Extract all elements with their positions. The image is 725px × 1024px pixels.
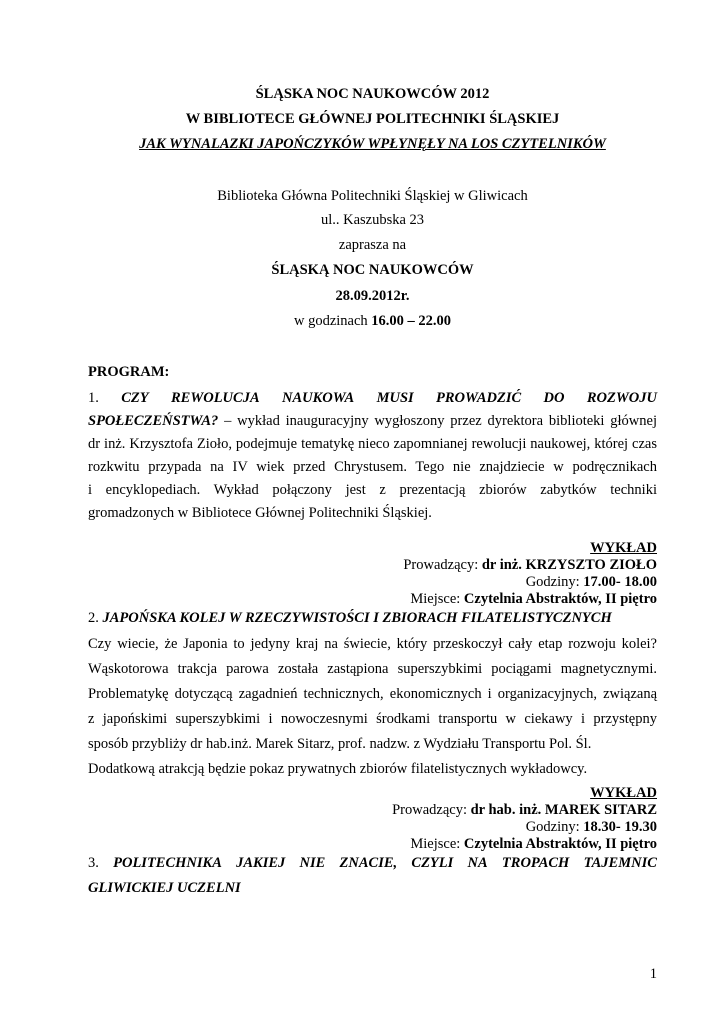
invite-hours-value: 16.00 – 22.00 — [371, 313, 452, 329]
item2-line-6: Dodatkową atrakcją będzie pokaz prywatnych zbiorów filatelistycznych wykładowcy. — [88, 761, 588, 777]
item1-title-end: SPOŁECZEŃSTWA? — [88, 413, 219, 429]
invite-text: zaprasza na — [338, 237, 407, 253]
item2-line-5: sposób przybliży dr hab.inż. Marek Sitarz, prof. nadzw. z Wydziału Transportu Pol. Śl. — [88, 736, 592, 752]
program-heading: PROGRAM: — [88, 364, 170, 380]
item3-title-word: JAKIEJ — [236, 855, 286, 871]
item2-line-2: Wąskotorowa trakcja parowa została zastąpiona superszybkimi pociągami magnetycznymi. — [88, 661, 657, 677]
item2-hours — [88, 819, 657, 836]
item2-host-value: dr hab. inż. MAREK SITARZ — [470, 802, 657, 818]
item1-place — [88, 591, 657, 608]
page-number: 1 — [649, 966, 657, 982]
item1-line-5: i encyklopediach. Wykład połączony jest z prezentacją zbiorów zabytków techniki — [88, 482, 657, 498]
item1 — [88, 387, 657, 525]
item2-place-value: Czytelnia Abstraktów, II piętro — [463, 836, 657, 852]
invite-hours-prefix: w godzinach — [293, 313, 372, 329]
item3-title-word: CZYLI — [411, 855, 454, 871]
item2-place-label: Miejsce: — [410, 836, 464, 852]
item3-title-end: GLIWICKIEJ UCZELNI — [88, 880, 241, 896]
item1-title-word: MUSI — [376, 390, 414, 406]
item1-host — [88, 557, 657, 574]
item3-title-word: NA — [467, 855, 488, 871]
item1-title-word: CZY — [121, 390, 149, 406]
item1-hours-value: 17.00- 18.00 — [583, 574, 657, 590]
invite-hours — [88, 313, 657, 330]
item2-details — [88, 785, 657, 853]
item2-line-3: Problematykę dotyczącą zagadnień technicznych, ekonomicznych i organizacyjnych, związaną — [88, 686, 657, 702]
item1-hours-label: Godziny: — [525, 574, 584, 590]
item3-title-word: NIE — [299, 855, 326, 871]
item2-title: JAPOŃSKA KOLEJ W RZECZYWISTOŚCI I ZBIORACH FILATELISTYCZNYCH — [102, 610, 612, 626]
item2-line-1: Czy wiecie, że Japonia to jedyny kraj na świecie, który przeskoczył cały etap rozwoju kolei? — [88, 636, 657, 652]
header-line-2: W BIBLIOTECE GŁÓWNEJ POLITECHNIKI ŚLĄSKIEJ — [185, 111, 560, 127]
item2-number: 2. — [88, 610, 103, 626]
invite-date: 28.09.2012r. — [335, 288, 410, 304]
item1-title-word: REWOLUCJA — [170, 390, 260, 406]
invite-event: ŚLĄSKĄ NOC NAUKOWCÓW — [271, 262, 474, 278]
item1-title-word: PROWADZIĆ — [436, 390, 522, 406]
item1-hours — [88, 574, 657, 591]
item1-line-2 — [88, 410, 657, 433]
item1-host-label: Prowadzący: — [403, 557, 482, 573]
item1-title-line — [88, 387, 657, 410]
item2-hours-value: 18.30- 19.30 — [583, 819, 657, 835]
item1-text: – wykład inauguracyjny wygłoszony przez dyrektora biblioteki głównej — [218, 413, 657, 429]
item3-title-line — [88, 852, 657, 875]
item3 — [88, 852, 657, 900]
item3-title-word: TROPACH — [501, 855, 570, 871]
item1-host-value: dr inż. KRZYSZTO ZIOŁO — [481, 557, 657, 573]
header-line-3: JAK WYNALAZKI JAPOŃCZYKÓW WPŁYNĘŁY NA LOS CZYTELNIKÓW — [139, 136, 606, 152]
invite-org: Biblioteka Główna Politechniki Śląskiej w Gliwicach — [217, 188, 528, 204]
item3-title-word: POLITECHNIKA — [113, 855, 222, 871]
item2-line-4: z japońskimi superszybkimi i nowoczesnymi środkami transportu w ciekawy i przystępny — [88, 711, 657, 727]
item3-title-word: TAJEMNIC — [583, 855, 657, 871]
item1-type: WYKŁAD — [590, 540, 657, 556]
item1-title-word: NAUKOWA — [281, 390, 355, 406]
header-title-1 — [88, 86, 657, 103]
item1-details — [88, 540, 657, 608]
item2-place — [88, 836, 657, 853]
item1-line-4: rozkwitu przypada na IV wiek przed Chrystusem. Tego nie znajdziecie w podręcznikach — [88, 459, 657, 475]
item2-host-label: Prowadzący: — [392, 802, 471, 818]
item1-place-label: Miejsce: — [410, 591, 464, 607]
item2-host — [88, 802, 657, 819]
item1-title-word: ROZWOJU — [586, 390, 657, 406]
item1-number: 1. — [88, 390, 99, 406]
invite-address: ul.. Kaszubska 23 — [320, 212, 425, 228]
item2-hours-label: Godziny: — [525, 819, 584, 835]
header-title-2 — [88, 111, 657, 128]
item1-place-value: Czytelnia Abstraktów, II piętro — [463, 591, 657, 607]
item2 — [88, 607, 657, 782]
item2-type: WYKŁAD — [590, 785, 657, 801]
item1-title-word: DO — [543, 390, 565, 406]
item1-line-3: dr inż. Krzysztofa Zioło, podejmuje tematykę nieco zapomnianej rewolucji naukowej, której czas — [88, 436, 657, 452]
item3-number: 3. — [88, 855, 99, 871]
header-subtitle — [88, 136, 657, 153]
item1-line-6: gromadzonych w Bibliotece Głównej Politechniki Śląskiej. — [88, 505, 432, 521]
item3-title-word: ZNACIE, — [339, 855, 398, 871]
item2-title-line — [88, 607, 657, 630]
header-line-1: ŚLĄSKA NOC NAUKOWCÓW 2012 — [255, 86, 490, 102]
